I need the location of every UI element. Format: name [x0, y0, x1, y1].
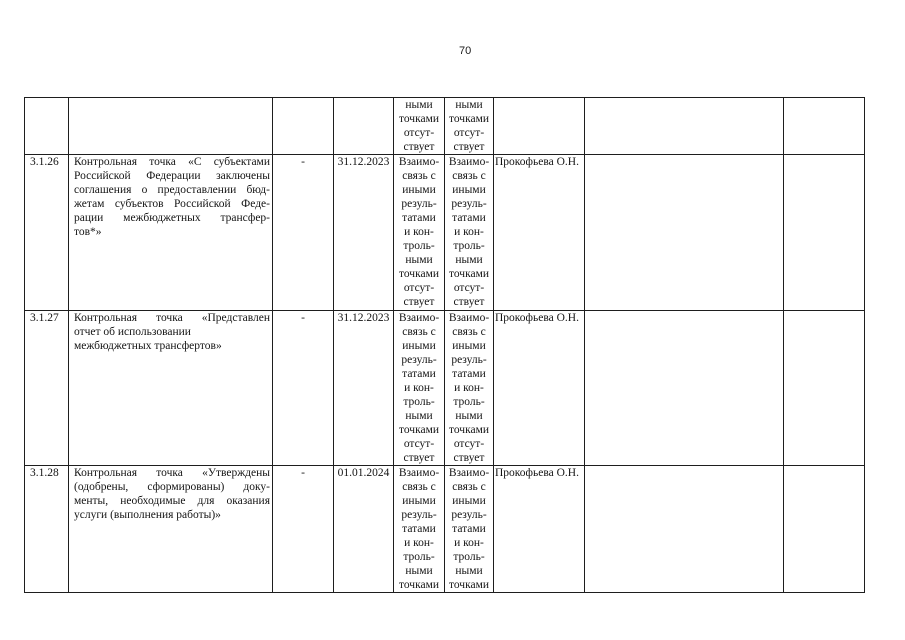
responsible-cell: Прокофьева О.Н.: [494, 311, 585, 466]
responsible-cell: Прокофьева О.Н.: [494, 466, 585, 593]
link-b-line: связь с: [452, 481, 486, 493]
link-b-line: Взаимо-: [448, 156, 490, 168]
description-line: менты, необходимые для оказания: [74, 495, 270, 507]
table-row-continued: [25, 98, 865, 155]
link-b-line: точками: [448, 424, 490, 436]
description-line: тов*»: [74, 226, 102, 238]
empty-cell: [784, 155, 865, 311]
description-line: отчет об использовании: [74, 326, 191, 338]
link-b-line: татами: [452, 212, 486, 224]
link-a-line: татами: [402, 523, 436, 535]
link-b-line: и кон-: [454, 226, 484, 238]
link-b-line: и кон-: [454, 382, 484, 394]
description-cell: [69, 98, 273, 155]
link-b-line: татами: [452, 523, 486, 535]
dash-cell: -: [273, 155, 334, 311]
link-b-line: отсут-: [453, 282, 485, 294]
link-a-line: точками: [398, 579, 440, 591]
link-b-line: ствует: [453, 141, 485, 153]
link-b-cell: [445, 98, 494, 155]
empty-cell: [784, 466, 865, 593]
link-b-line: отсут-: [453, 127, 485, 139]
description-line: (одобрены, сформированы) доку-: [74, 481, 270, 493]
description-line: рации межбюджетных трансфер-: [74, 212, 270, 224]
description-line: Российской Федерации заключены: [74, 170, 270, 182]
description-line: межбюджетных трансфертов»: [74, 340, 222, 352]
link-a-line: татами: [402, 212, 436, 224]
link-a-line: и кон-: [404, 382, 434, 394]
link-a-line: троль-: [403, 396, 435, 408]
link-b-cell: [445, 466, 494, 593]
link-a-line: Взаимо-: [398, 156, 440, 168]
link-b-line: троль-: [453, 240, 485, 252]
link-b-line: Взаимо-: [448, 467, 490, 479]
empty-cell: [784, 98, 865, 155]
link-b-line: иными: [452, 340, 486, 352]
empty-cell: [585, 466, 784, 593]
link-b-line: ными: [455, 254, 483, 266]
link-b-line: связь с: [452, 326, 486, 338]
description-line: услуги (выполнения работы)»: [74, 509, 221, 521]
link-b-line: резуль-: [451, 354, 487, 366]
table-row-3-1-27: [25, 311, 865, 466]
date-cell: 31.12.2023: [334, 311, 394, 466]
date-cell: 01.01.2024: [334, 466, 394, 593]
link-b-line: троль-: [453, 551, 485, 563]
empty-cell: [784, 311, 865, 466]
item-number-cell: [25, 98, 69, 155]
link-b-line: точками: [448, 268, 490, 280]
item-number-cell: 3.1.28: [25, 466, 69, 593]
link-a-line: иными: [402, 184, 436, 196]
page-number: 70: [459, 45, 472, 57]
link-a-line: ствует: [403, 452, 435, 464]
link-b-cell: [445, 155, 494, 311]
table-row-3-1-28: [25, 466, 865, 593]
link-b-line: татами: [452, 368, 486, 380]
link-b-line: ствует: [453, 296, 485, 308]
link-a-line: ными: [405, 99, 433, 111]
control-points-table: [24, 97, 865, 593]
link-a-line: Взаимо-: [398, 467, 440, 479]
link-a-line: ствует: [403, 296, 435, 308]
description-line: жетам субъектов Российской Феде-: [74, 198, 270, 210]
link-b-line: иными: [452, 184, 486, 196]
link-a-line: троль-: [403, 240, 435, 252]
link-a-line: и кон-: [404, 226, 434, 238]
empty-cell: [585, 311, 784, 466]
link-b-line: ствует: [453, 452, 485, 464]
empty-cell: [585, 98, 784, 155]
link-a-line: отсут-: [403, 438, 435, 450]
link-a-line: резуль-: [401, 354, 437, 366]
link-a-line: Взаимо-: [398, 312, 440, 324]
link-b-line: связь с: [452, 170, 486, 182]
link-a-line: отсут-: [403, 127, 435, 139]
link-a-line: ными: [405, 565, 433, 577]
dash-cell: -: [273, 466, 334, 593]
link-b-line: иными: [452, 495, 486, 507]
link-a-line: татами: [402, 368, 436, 380]
link-a-line: троль-: [403, 551, 435, 563]
link-a-line: связь с: [402, 170, 436, 182]
responsible-cell: [494, 98, 585, 155]
description-cell: [69, 311, 273, 466]
link-a-line: резуль-: [401, 509, 437, 521]
description-line: Контрольная точка «С субъектами: [74, 156, 270, 168]
date-cell: [334, 98, 394, 155]
link-b-line: резуль-: [451, 198, 487, 210]
link-b-line: и кон-: [454, 537, 484, 549]
dash-cell: -: [273, 311, 334, 466]
link-b-line: ными: [455, 410, 483, 422]
link-b-line: резуль-: [451, 509, 487, 521]
link-a-cell: [394, 155, 445, 311]
description-line: Контрольная точка «Представлен: [74, 312, 270, 324]
description-cell: [69, 155, 273, 311]
link-a-line: иными: [402, 340, 436, 352]
item-number-cell: 3.1.27: [25, 311, 69, 466]
link-a-cell: [394, 466, 445, 593]
link-a-line: точками: [398, 113, 440, 125]
link-b-line: точками: [448, 113, 490, 125]
link-b-line: отсут-: [453, 438, 485, 450]
responsible-cell: Прокофьева О.Н.: [494, 155, 585, 311]
link-a-line: и кон-: [404, 537, 434, 549]
link-a-line: ными: [405, 254, 433, 266]
table-row-3-1-26: [25, 155, 865, 311]
link-a-line: ными: [405, 410, 433, 422]
link-b-line: ными: [455, 99, 483, 111]
link-b-line: Взаимо-: [448, 312, 490, 324]
dash-cell: [273, 98, 334, 155]
description-line: соглашения о предоставлении бюд-: [74, 184, 270, 196]
description-cell: [69, 466, 273, 593]
link-b-line: точками: [448, 579, 490, 591]
empty-cell: [585, 155, 784, 311]
link-a-cell: [394, 311, 445, 466]
item-number-cell: 3.1.26: [25, 155, 69, 311]
link-a-line: точками: [398, 424, 440, 436]
date-cell: 31.12.2023: [334, 155, 394, 311]
link-a-cell: [394, 98, 445, 155]
link-a-line: резуль-: [401, 198, 437, 210]
link-b-cell: [445, 311, 494, 466]
link-a-line: иными: [402, 495, 436, 507]
link-a-line: точками: [398, 268, 440, 280]
link-a-line: ствует: [403, 141, 435, 153]
link-b-line: троль-: [453, 396, 485, 408]
link-a-line: отсут-: [403, 282, 435, 294]
description-line: Контрольная точка «Утверждены: [74, 467, 270, 479]
link-b-line: ными: [455, 565, 483, 577]
link-a-line: связь с: [402, 326, 436, 338]
link-a-line: связь с: [402, 481, 436, 493]
